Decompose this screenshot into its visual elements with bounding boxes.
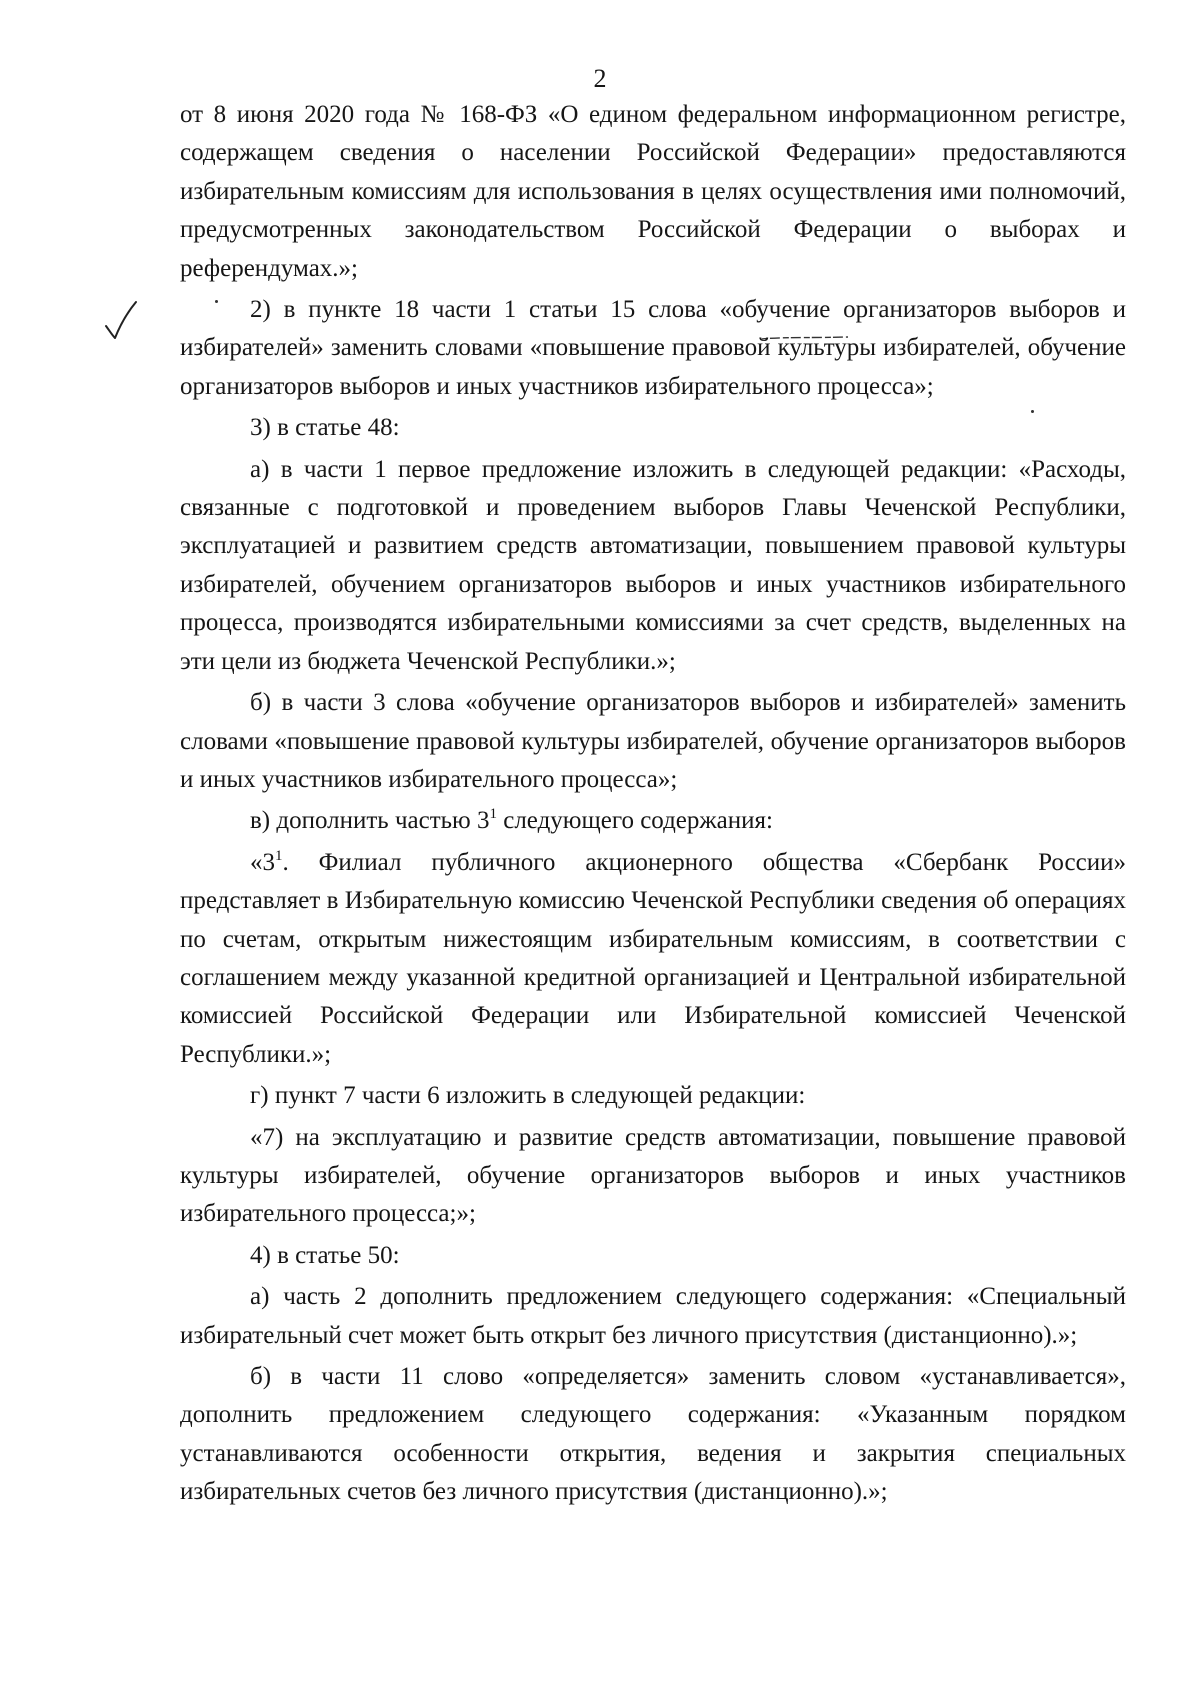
superscript: 1 — [489, 806, 497, 823]
paragraph-item-3v — [180, 802, 1126, 840]
document-body — [180, 96, 1126, 1512]
paragraph-text-before-superscript: «3 — [250, 848, 275, 876]
paragraph-text-after-superscript: следующего содержания: — [496, 807, 773, 835]
superscript: 1 — [275, 847, 283, 864]
paragraph-item-4a: а) часть 2 дополнить предложением следующего содержания: «Специальный избирательный счет может быть открыт без личного присутствия (дистанционно).»; — [180, 1283, 1126, 1349]
paragraph-item-3b: б) в части 3 слова «обучение организаторов выборов и избирателей» заменить словами «повышение правовой культуры избирателей, обучение организаторов выборов и иных участников избирательного процесса»; — [180, 689, 1126, 793]
paragraph-item-3g: г) пункт 7 части 6 изложить в следующей редакции: — [250, 1082, 806, 1110]
paragraph-item-3a: а) в части 1 первое предложение изложить в следующей редакции: «Расходы, связанные с подготовкой и проведением выборов Главы Чеченской Республики, эксплуатацией и развитием средств автоматизации, повышением правовой культуры избирателей, обучением организаторов выборов и иных участников избирательного процесса, производятся избирательными комиссиями за счет средств, выделенных на эти цели из бюджета Чеченской Республики.»; — [180, 455, 1126, 675]
page-number: 2 — [593, 64, 607, 93]
paragraph-quoted-part-3-1 — [180, 844, 1126, 1074]
handwritten-checkmark-icon — [104, 300, 138, 340]
paragraph-text-after-superscript: . Филиал публичного акционерного общества «Сбербанк России» представляет в Избирательную комиссию Чеченской Республики сведения об операциях по счетам, открытым нижестоящим избирательным комиссиям, в соответствии с соглашением между указанной кредитной организацией и Центральной избирательной комиссией Российской Федерации или Избирательной комиссией Чеченской Республики.»; — [180, 848, 1126, 1068]
paragraph-item-4: 4) в статье 50: — [250, 1241, 400, 1269]
paragraph-continuation: от 8 июня 2020 года № 168-ФЗ «О едином федеральном информационном регистре, содержащем сведения о населении Российской Федерации» предоставляются избирательным комиссиям для использования в целях осуществления ими полномочий, предусмотренных законодательством Российской Федерации о выборах и референдумах.»; — [180, 101, 1126, 282]
paragraph-item-3: 3) в статье 48: — [250, 414, 400, 442]
paragraph-text-before-superscript: в) дополнить частью 3 — [250, 807, 490, 835]
paragraph-item-4b: б) в части 11 слово «определяется» заменить словом «устанавливается», дополнить предложением следующего содержания: «Указанным порядком устанавливаются особенности открытия, ведения и закрытия специальных избирательных счетов без личного присутствия (дистанционно).»; — [180, 1363, 1126, 1506]
paragraph-item-2: 2) в пункте 18 части 1 статьи 15 слова «обучение организаторов выборов и избирателей» заменить словами «повышение правовой культуры избирателей, обучение организаторов выборов и иных участников избирательного процесса»; — [180, 296, 1126, 400]
paragraph-quoted-point-7: «7) на эксплуатацию и развитие средств автоматизации, повышение правовой культуры избирателей, обучение организаторов выборов и иных участников избирательного процесса;»; — [180, 1123, 1126, 1228]
